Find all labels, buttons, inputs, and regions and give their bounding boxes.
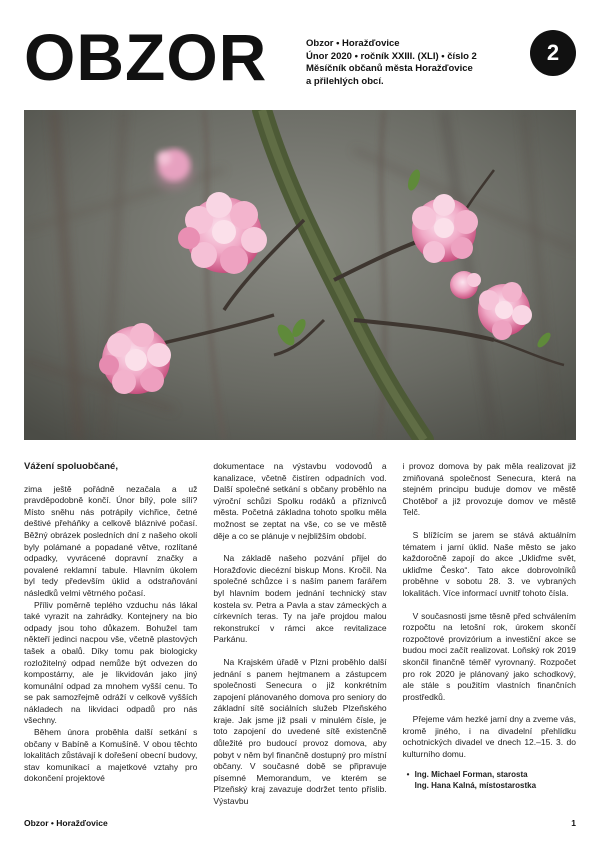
issue-line: Měsíčník občanů města Horažďovice — [306, 63, 473, 74]
newspaper-logo: OBZOR — [24, 20, 268, 94]
issue-line: Obzor • Horažďovice — [306, 38, 400, 49]
paragraph: Přejeme vám hezké jarní dny a zveme vás, kromě jiného, i na divadelní přehlídku ochotnických divadel ve dnech 12.–15. 3. do kulturního domu. — [402, 714, 576, 760]
article-columns — [24, 461, 576, 806]
issue-info — [306, 38, 506, 88]
paragraph: zima ještě pořádně nezačala a už pravděpodobně končí. Únor bílý, pole sílí? Místo sněhu nás potrápily vichřice, četné deštivé přeháňky a celkově bláznivé počasí. Běžný obrázek posledních dní z našeho okolí byly polámané a popadané větve, rozlítané odpadky, vyvrácené dopravní značky a povalené reklamní tabule. Hlavním úkolem byl tedy především úklid a odstraňování následků velmi větrného počasí. — [24, 483, 198, 598]
paragraph: Během února proběhla další setkání s občany v Babíně a Komušíně. V obou těchto lokalitách zůstávají k dořešení obecní budovy, stav komunikací a majetkové vztahy pro dokončení projektové — [24, 727, 198, 784]
article-column-1 — [24, 461, 197, 806]
paragraph: Na Krajském úřadě v Plzni proběhlo další jednání s panem hejtmanem a zástupcem společnosti Senecura o již konkrétním zapojení plánovaného domova pro seniory do základní sítě sociálních služeb Plzeňského kraje. Jak jsme již psali v minulém čísle, je toto zapojení do uvedené sítě existenčně důležité pro budoucí provoz domova, aby pobyt v něm byl finančně dostupný pro místní občany. V současné době se připravuje písemné Memorandum, ve kterém se Plzeňský kraj zavazuje dodržet tento příslib. Výstavbu — [213, 656, 387, 806]
issue-line: Únor 2020 • ročník XXIII. (XLI) • číslo 2 — [306, 50, 477, 62]
paragraph: dokumentace na výstavbu vodovodů a kanalizace, včetně čistíren odpadních vod. Další společné setkání s občany proběhlo na výroční schůzi Spolku rodáků a příznivců města. Početná základna tohoto spolku měla možnost se zeptat na vše, co se ve městě děje a co se plánuje v nejbližším období. — [213, 461, 387, 541]
signature-block: • Ing. Michael Forman, starosta Ing. Hana Kalná, místostarostka — [406, 769, 537, 790]
footer-publication: Obzor • Horažďovice — [24, 818, 108, 828]
paragraph: S blížícím se jarem se stává aktuálním tématem i jarní úklid. Naše město se jako každoročně zapojí do akce „Ukliďme svět, ukliďme Česko“. Tato akce dobrovolníků proběhne v sobotu 28. 3. ve vybraných lokalitách. Více informací uvnitř tohoto čísla. — [402, 529, 576, 598]
page-footer — [24, 818, 576, 832]
flowering-branch-image — [24, 110, 576, 440]
salutation: Vážení spoluobčané, — [24, 461, 118, 472]
paragraph: Na základě našeho pozvání přijel do Horažďovic diecézní biskup Mons. Kročil. Na společné schůzce i s naším panem farářem byl hlavním bodem jednání technický stav kostela sv. Petra a Pavla a stav zámeckých a církevních teras. Ty na jaře projdou malou rekonstrukcí v rámci akce revitalizace Parkánu. — [213, 553, 387, 645]
signature-deputy: Ing. Hana Kalná, místostarostka — [414, 780, 537, 790]
cover-photo — [24, 110, 576, 440]
paragraph: Příliv poměrně teplého vzduchu nás lákal také vyrazit na zahrádky. Kontejnery na bio odpady jsou toho důkazem. Bohužel tam někteří jedinci nacpou vše, včetně plastových tašek a obalů. Díky tomu pak biologicky rozložitelný odpad nemůže být odvezen do kompostárny, ale je likvidován jako jiný komunální odpad za mnohem vyšší cenu. To se pak samozřejmě odráží v celkově vyšších nákladech na likvidaci odpadů pro nás všechny. — [24, 599, 198, 726]
article-column-3 — [403, 461, 576, 806]
issue-number-badge: 2 — [530, 30, 576, 76]
paragraph: i provoz domova by pak měla realizovat již zmiňovaná společnost Senecura, která na stejném principu buduje domov ve městě Chotěboř a již provozuje domov ve městě Telč. — [402, 461, 576, 518]
issue-line: a přilehlých obcí. — [306, 75, 384, 87]
signature-mayor: Ing. Michael Forman, starosta — [414, 769, 528, 779]
article-column-2 — [213, 461, 386, 806]
page-number: 1 — [571, 818, 576, 828]
paragraph: V současnosti jsme těsně před schválením rozpočtu na letošní rok, úrokem skončí rozpočtové provizórium a investiční akce se budou moci začít realizovat. Loňský rok 2019 skončil finančně téměř vyrovnaný. Rozpočet pro rok 2020 je plánovaný jako schodkový, ale stále s použitím vlastních finančních prostředků. — [402, 610, 576, 702]
masthead — [24, 20, 576, 94]
